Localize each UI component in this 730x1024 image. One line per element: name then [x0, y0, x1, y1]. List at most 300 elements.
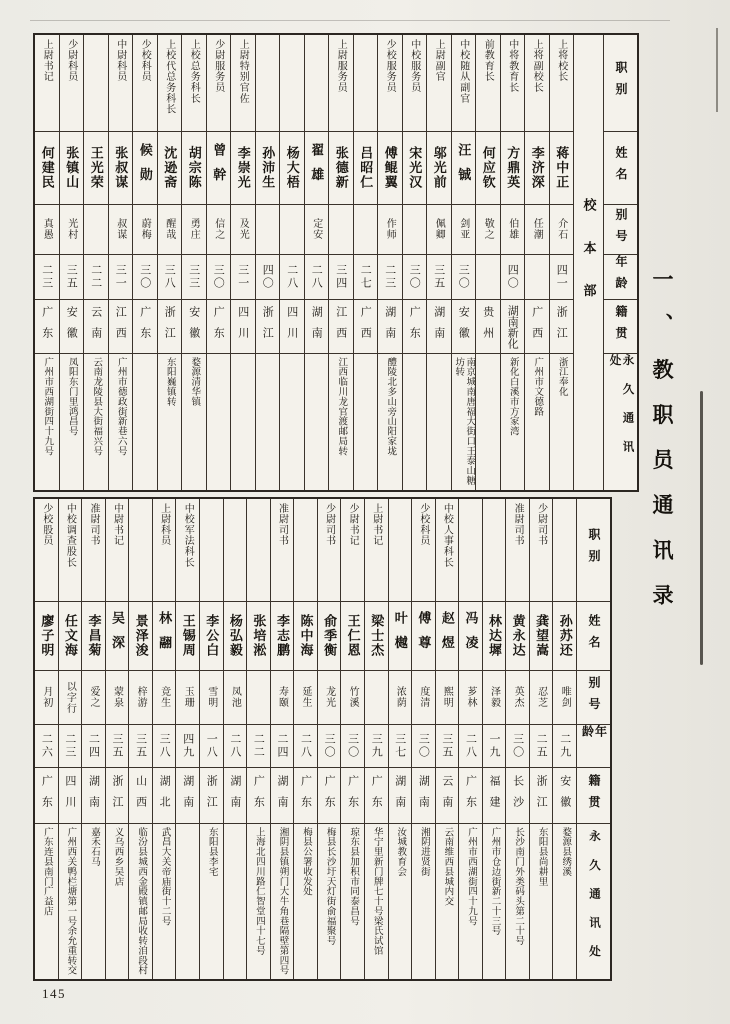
alias-cell	[35, 205, 59, 255]
person-column	[328, 35, 353, 490]
alias-cell	[389, 671, 412, 725]
name-cell-text: 林达墀	[487, 614, 503, 658]
address-cell	[60, 354, 84, 490]
position-cell	[231, 35, 255, 132]
name-cell-text: 景泽浚	[133, 614, 149, 658]
age-cell	[200, 725, 223, 768]
origin-cell-text: 长沙	[511, 774, 524, 817]
position-cell	[553, 499, 576, 602]
row-label-text: 职别	[587, 528, 601, 572]
row-label-text: 职别	[614, 61, 628, 105]
address-cell	[84, 354, 108, 490]
person-column	[304, 35, 329, 490]
age-cell	[530, 725, 553, 768]
origin-cell-text: 湖北	[158, 774, 171, 817]
address-cell-text: 凤阳东门里鸿昌号	[66, 357, 77, 437]
origin-cell-text: 广东	[323, 774, 336, 817]
address-cell	[436, 824, 459, 979]
name-cell-text: 李公白	[204, 614, 220, 658]
name-cell	[106, 602, 129, 671]
address-cell	[506, 824, 529, 979]
address-cell	[153, 824, 176, 979]
position-cell-text: 准尉司书	[512, 503, 524, 547]
alias-cell	[106, 671, 129, 725]
origin-cell-text: 四川	[285, 305, 298, 348]
address-cell-text: 广州市仓边街新二十三号	[489, 827, 500, 936]
position-cell	[506, 499, 529, 602]
position-cell	[60, 35, 84, 132]
address-cell-text: 云南维西县城内交	[442, 827, 453, 907]
alias-cell	[378, 205, 402, 255]
age-cell-text: 三〇	[138, 264, 151, 290]
alias-cell-text: 度清	[417, 686, 429, 709]
age-cell-text: 二五	[535, 733, 548, 759]
name-cell	[389, 602, 412, 671]
origin-cell	[550, 300, 574, 354]
origin-cell	[341, 768, 364, 824]
age-cell-text: 二八	[299, 733, 312, 759]
origin-cell	[476, 300, 500, 354]
address-cell	[182, 354, 206, 490]
position-cell-text: 中校军法科长	[182, 503, 194, 568]
position-cell	[294, 499, 317, 602]
person-column	[132, 35, 157, 490]
name-cell	[59, 602, 82, 671]
row-label	[577, 824, 610, 979]
origin-cell	[182, 300, 206, 354]
name-cell-text: 张德新	[333, 146, 349, 190]
person-column	[475, 35, 500, 490]
person-column	[388, 499, 412, 979]
age-cell	[341, 725, 364, 768]
name-cell-text: 叶樾	[392, 611, 408, 661]
position-cell	[182, 35, 206, 132]
person-column	[59, 35, 84, 490]
position-cell-text: 上尉副官	[433, 39, 445, 83]
age-cell-text: 三〇	[346, 733, 359, 759]
address-cell	[329, 354, 353, 490]
address-cell	[530, 824, 553, 979]
scan-artifact-line	[700, 391, 703, 665]
address-cell-text: 义乌西乡吴店	[112, 827, 123, 887]
age-cell	[158, 255, 182, 300]
person-column	[199, 499, 223, 979]
position-cell-text: 中校随从副官	[457, 39, 469, 104]
address-cell-text: 江西临川龙官渡邮局转	[336, 357, 347, 456]
alias-cell	[35, 671, 58, 725]
position-cell-text: 少校科员	[417, 503, 429, 547]
position-cell-text: 中校人事科长	[441, 503, 453, 568]
alias-cell	[133, 205, 157, 255]
origin-cell-text: 四川	[63, 774, 76, 817]
campus-column	[573, 35, 603, 490]
address-cell-text: 广州市文德路	[532, 357, 543, 417]
origin-cell	[200, 768, 223, 824]
address-cell-text: 广州市德政街新巷六号	[115, 357, 126, 456]
address-cell-text: 东阳巍镇转	[164, 357, 175, 407]
age-cell	[182, 255, 206, 300]
origin-cell-text: 湖南	[87, 774, 100, 817]
name-cell-text: 王仁恩	[345, 614, 361, 658]
address-cell	[224, 824, 247, 979]
address-cell-text: 婺源县绣溪	[560, 827, 571, 877]
name-cell-text: 吕昭仁	[358, 146, 374, 190]
alias-cell	[200, 671, 223, 725]
age-cell-text: 二八	[464, 733, 477, 759]
row-label-text: 别号	[587, 675, 601, 720]
position-cell	[403, 35, 427, 132]
age-cell	[525, 255, 549, 300]
origin-cell	[82, 768, 105, 824]
address-cell-text: 梅县长沙圩天灯街俞福聚号	[324, 827, 335, 946]
directory-table-top	[33, 33, 639, 492]
origin-cell-text: 安徽	[457, 305, 470, 348]
person-column	[293, 499, 317, 979]
name-cell	[35, 132, 59, 205]
age-cell-text: 二二	[89, 264, 102, 290]
age-cell-text: 二三	[40, 264, 53, 290]
name-cell-text: 杨弘毅	[227, 614, 243, 658]
age-cell	[329, 255, 353, 300]
alias-cell	[207, 205, 231, 255]
alias-cell-text: 英杰	[512, 686, 524, 709]
alias-cell-text: 蔚梅	[139, 218, 151, 241]
scan-artifact-line	[716, 28, 718, 112]
name-cell-text: 李济深	[529, 146, 545, 190]
origin-cell	[106, 768, 129, 824]
alias-cell-text: 剑亚	[457, 218, 469, 241]
age-cell	[82, 725, 105, 768]
address-cell-text: 梅县公署收发处	[301, 827, 312, 897]
origin-cell	[459, 768, 482, 824]
person-column	[353, 35, 378, 490]
row-label	[604, 35, 637, 132]
position-cell-text: 中校服务员	[408, 39, 420, 93]
alias-cell	[354, 205, 378, 255]
alias-cell	[158, 205, 182, 255]
position-cell-text: 上尉服务员	[335, 39, 347, 93]
origin-cell-text: 安徽	[65, 305, 78, 348]
row-label-text: 姓名	[614, 146, 628, 190]
person-column	[255, 35, 280, 490]
row-label	[577, 602, 610, 671]
name-cell	[553, 602, 576, 671]
alias-cell	[436, 671, 459, 725]
person-column	[435, 499, 459, 979]
origin-cell-text: 浙江	[261, 305, 274, 348]
alias-cell	[280, 205, 304, 255]
name-cell-text: 廖子明	[39, 614, 55, 658]
position-cell	[476, 35, 500, 132]
alias-cell	[256, 205, 280, 255]
position-cell-text: 准尉司书	[276, 503, 288, 547]
alias-cell-text: 蒙泉	[111, 686, 123, 709]
address-cell-text: 湘阴进贤街	[418, 827, 429, 877]
position-cell-text: 少尉司书	[323, 503, 335, 547]
alias-cell-text: 敬之	[482, 218, 494, 241]
alias-cell	[247, 671, 270, 725]
age-cell	[35, 725, 58, 768]
row-label-text: 年龄	[614, 255, 628, 299]
age-cell	[436, 725, 459, 768]
alias-cell-text: 信之	[212, 218, 224, 241]
alias-cell	[153, 671, 176, 725]
origin-cell-text: 江西	[114, 305, 127, 348]
name-cell-text: 孙苏还	[557, 614, 573, 658]
origin-cell	[412, 768, 435, 824]
position-cell	[318, 499, 341, 602]
position-cell	[256, 35, 280, 132]
alias-cell-text: 介石	[555, 218, 567, 241]
person-column	[58, 499, 82, 979]
origin-cell	[501, 300, 525, 354]
age-cell	[403, 255, 427, 300]
alias-cell	[412, 671, 435, 725]
origin-cell-text: 浙江	[555, 305, 568, 348]
origin-cell-text: 云南	[89, 305, 102, 348]
origin-cell	[133, 300, 157, 354]
position-cell	[389, 499, 412, 602]
person-column	[230, 35, 255, 490]
address-cell-text: 云南龙陵县大街福兴号	[91, 357, 102, 456]
origin-cell	[553, 768, 576, 824]
person-column	[482, 499, 506, 979]
name-cell-text: 冯凌	[463, 611, 479, 661]
row-label	[577, 768, 610, 824]
alias-cell	[231, 205, 255, 255]
age-cell	[318, 725, 341, 768]
alias-cell-text: 唯剑	[559, 686, 571, 709]
age-cell-text: 三五	[65, 264, 78, 290]
address-cell-text: 南京城南唐福大街口王泰山糖坊转	[453, 357, 475, 486]
address-cell	[501, 354, 525, 490]
origin-cell	[207, 300, 231, 354]
age-cell	[483, 725, 506, 768]
age-cell	[153, 725, 176, 768]
person-column	[458, 499, 482, 979]
position-cell	[133, 35, 157, 132]
row-label	[604, 132, 637, 205]
alias-cell	[550, 205, 574, 255]
name-cell-text: 候勋	[137, 143, 153, 193]
origin-cell	[35, 768, 58, 824]
position-cell-text: 少校股员	[40, 503, 52, 547]
name-cell	[84, 132, 108, 205]
age-cell-text: 二八	[310, 264, 323, 290]
position-cell	[59, 499, 82, 602]
name-cell	[452, 132, 476, 205]
alias-cell-text: 及光	[237, 218, 249, 241]
name-cell-text: 翟雄	[309, 143, 325, 193]
age-cell	[247, 725, 270, 768]
origin-cell-text: 福建	[488, 774, 501, 817]
name-cell	[129, 602, 152, 671]
address-cell	[207, 354, 231, 490]
origin-cell	[35, 300, 59, 354]
position-cell	[109, 35, 133, 132]
age-cell-text: 三〇	[408, 264, 421, 290]
origin-cell	[389, 768, 412, 824]
origin-cell	[365, 768, 388, 824]
origin-cell-text: 安徽	[558, 774, 571, 817]
name-cell	[200, 602, 223, 671]
alias-cell	[530, 671, 553, 725]
alias-cell-text: 梓游	[135, 686, 147, 709]
position-cell	[84, 35, 108, 132]
name-cell-text: 傅尊	[416, 611, 432, 661]
name-cell-text: 张培淞	[251, 614, 267, 658]
alias-cell-text: 叔谋	[114, 218, 126, 241]
name-cell	[378, 132, 402, 205]
position-cell-text: 少尉科员	[65, 39, 77, 83]
address-cell-text: 广州市西湖街四十九号	[465, 827, 476, 926]
age-cell-text: 三九	[370, 733, 383, 759]
alias-cell	[501, 205, 525, 255]
name-cell	[483, 602, 506, 671]
alias-cell	[318, 671, 341, 725]
alias-cell-text: 凤池	[229, 686, 241, 709]
position-cell-text: 上尉书记	[370, 503, 382, 547]
name-cell-text: 汪铖	[456, 143, 472, 193]
address-cell	[476, 354, 500, 490]
age-cell-text: 二七	[359, 264, 372, 290]
person-column	[505, 499, 529, 979]
position-cell	[412, 499, 435, 602]
origin-cell	[354, 300, 378, 354]
alias-cell-text: 爱之	[87, 686, 99, 709]
age-cell-text: 三五	[134, 733, 147, 759]
row-label-text: 籍贯	[614, 304, 628, 349]
alias-cell-text: 勇庄	[188, 218, 200, 241]
person-column	[279, 35, 304, 490]
position-cell-text: 前教育长	[482, 39, 494, 83]
position-cell	[452, 35, 476, 132]
alias-cell	[329, 205, 353, 255]
age-cell	[271, 725, 294, 768]
name-cell-text: 赵煜	[439, 611, 455, 661]
position-cell	[483, 499, 506, 602]
address-cell	[378, 354, 402, 490]
address-cell	[129, 824, 152, 979]
alias-cell-text: 醒哉	[163, 218, 175, 241]
alias-cell-text: 浓荫	[394, 686, 406, 709]
person-column	[81, 499, 105, 979]
name-cell-text: 傅鲲翼	[382, 146, 398, 190]
age-cell-text: 三〇	[212, 264, 225, 290]
origin-cell	[84, 300, 108, 354]
position-cell-text: 上校总务科长	[188, 39, 200, 104]
position-cell	[153, 499, 176, 602]
origin-cell	[427, 300, 451, 354]
alias-cell	[271, 671, 294, 725]
address-cell-text: 汝城教育会	[395, 827, 406, 877]
person-column	[35, 35, 59, 490]
position-cell	[459, 499, 482, 602]
position-cell	[176, 499, 199, 602]
origin-cell	[436, 768, 459, 824]
age-cell-text: 二八	[285, 264, 298, 290]
age-cell	[59, 725, 82, 768]
address-cell	[158, 354, 182, 490]
name-cell-text: 杨大梧	[284, 146, 300, 190]
origin-cell-text: 湖南	[310, 305, 323, 348]
person-column	[529, 499, 553, 979]
age-cell	[389, 725, 412, 768]
age-cell-text: 三七	[393, 733, 406, 759]
position-cell	[200, 499, 223, 602]
name-cell	[476, 132, 500, 205]
position-cell-text: 中尉书记	[111, 503, 123, 547]
address-cell	[294, 824, 317, 979]
position-cell-text: 上尉特别官佐	[237, 39, 249, 104]
name-cell	[231, 132, 255, 205]
person-column	[500, 35, 525, 490]
origin-cell	[294, 768, 317, 824]
origin-cell	[378, 300, 402, 354]
address-cell	[459, 824, 482, 979]
address-cell	[176, 824, 199, 979]
position-cell	[436, 499, 459, 602]
person-column	[364, 499, 388, 979]
name-cell-text: 吴深	[110, 611, 126, 661]
address-cell	[82, 824, 105, 979]
alias-cell	[305, 205, 329, 255]
name-cell-text: 李昌菊	[86, 614, 102, 658]
position-cell-text: 中校调查股长	[64, 503, 76, 568]
address-cell	[133, 354, 157, 490]
position-cell-text: 少校科员	[139, 39, 151, 83]
row-label	[604, 255, 637, 300]
person-column	[175, 499, 199, 979]
name-cell-text: 张镇山	[64, 146, 80, 190]
name-cell-text: 李志鹏	[274, 614, 290, 658]
alias-cell	[553, 671, 576, 725]
alias-cell	[294, 671, 317, 725]
age-cell	[553, 725, 576, 768]
name-cell-text: 方鼎英	[505, 146, 521, 190]
name-cell-text: 张叔谋	[113, 146, 129, 190]
origin-cell-text: 浙江	[111, 774, 124, 817]
address-cell	[483, 824, 506, 979]
origin-cell-text: 安徽	[187, 305, 200, 348]
name-cell	[341, 602, 364, 671]
position-cell	[106, 499, 129, 602]
origin-cell	[506, 768, 529, 824]
alias-cell	[341, 671, 364, 725]
name-cell	[403, 132, 427, 205]
name-cell-text: 陈中海	[298, 614, 314, 658]
name-cell	[109, 132, 133, 205]
age-cell-text: 二八	[228, 733, 241, 759]
row-labels-column	[603, 35, 637, 490]
page-number: 145	[42, 986, 66, 1001]
origin-cell	[452, 300, 476, 354]
origin-cell-text: 湖南	[417, 774, 430, 817]
address-cell	[354, 354, 378, 490]
name-cell	[412, 602, 435, 671]
age-cell-text: 二三	[383, 264, 396, 290]
alias-cell	[59, 671, 82, 725]
origin-cell	[60, 300, 84, 354]
name-cell-text: 梁士杰	[369, 614, 385, 658]
age-cell	[412, 725, 435, 768]
alias-cell	[60, 205, 84, 255]
age-cell	[365, 725, 388, 768]
age-cell-text: 四〇	[261, 264, 274, 290]
name-cell	[176, 602, 199, 671]
name-cell-text: 王锡周	[180, 614, 196, 658]
person-column	[108, 35, 133, 490]
